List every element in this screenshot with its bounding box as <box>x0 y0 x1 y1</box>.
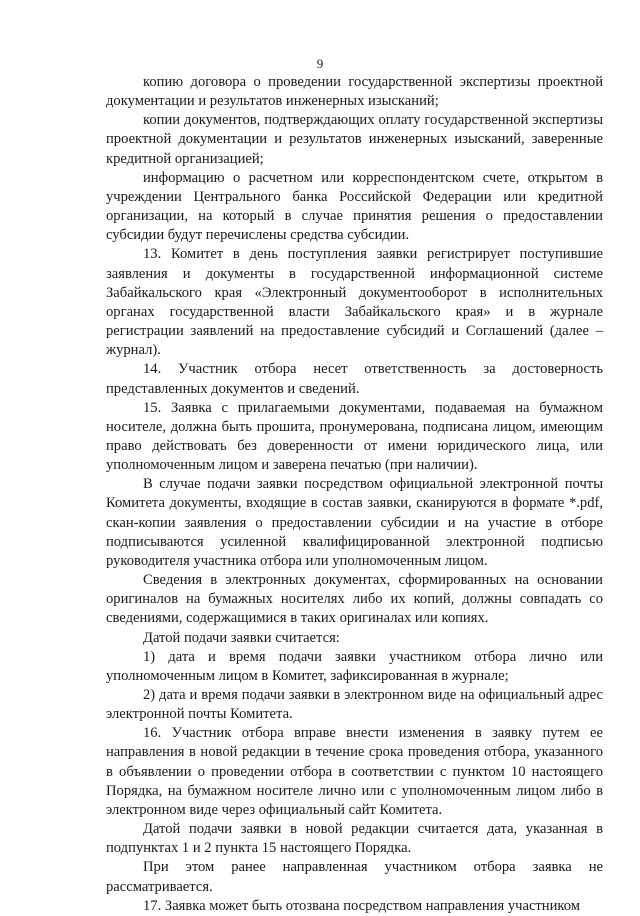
paragraph: Датой подачи заявки в новой редакции считается дата, указанная в подпунктах 1 и 2 пункта 15 настоящего Порядка. <box>106 821 603 857</box>
paragraph: 2) дата и время подачи заявки в электронном виде на официальный адрес электронной почты Комитета. <box>106 687 603 723</box>
paragraph: информацию о расчетном или корреспондентском счете, открытом в учреждении Центрального банка Российской Федерации или кредитной организации, на который в случае принятия решения о предоставлении субсидии будут перечислены средства субсидии. <box>106 169 603 244</box>
paragraph: 13. Комитет в день поступления заявки регистрирует поступившие заявления и документы в государственной информационной системе Забайкальского края «Электронный документооборот в исполнительных органах государственной власти Забайкальского края» и в журнале регистрации заявлений на предоставление субсидий и Соглашений (далее – журнал). <box>106 246 603 359</box>
paragraph: 16. Участник отбора вправе внести изменения в заявку путем ее направления в новой редакции в течение срока проведения отбора, указанного в объявлении о проведении отбора в соответствии с пунктом 10 настоящего Порядка, на бумажном носителе лично или с уполномоченным лицом либо в электронном виде через официальный сайт Комитета. <box>106 725 603 818</box>
paragraph: 17. Заявка может быть отозвана посредством направления участником <box>143 897 581 914</box>
page-number: 9 <box>316 56 324 71</box>
paragraph: копию договора о проведении государственной экспертизы проектной документации и результатов инженерных изысканий; <box>106 74 603 110</box>
paragraph: Датой подачи заявки считается: <box>143 629 340 646</box>
paragraph: 15. Заявка с прилагаемыми документами, подаваемая на бумажном носителе, должна быть прошита, пронумерована, подписана лицом, имеющим право действовать без доверенности от имени юридического лица, или уполномоченным лицом и заверена печатью (при наличии). <box>106 399 603 474</box>
body-text <box>106 73 603 916</box>
paragraph: В случае подачи заявки посредством официальной электронной почты Комитета документы, входящие в состав заявки, сканируются в формате *.pdf, скан-копии заявления о предоставлении субсидии и на участие в отборе подписываются усиленной квалифицированной электронной подписью руководителя участника отбора или уполномоченным лицом. <box>106 476 603 569</box>
paragraph: копии документов, подтверждающих оплату государственной экспертизы проектной документации и результатов инженерных изысканий, заверенные кредитной организацией; <box>106 112 603 167</box>
paragraph: Сведения в электронных документах, сформированных на основании оригиналов на бумажных носителях либо их копий, должны совпадать со сведениями, содержащимися в таких оригиналах или копиях. <box>106 572 603 627</box>
paragraph: 14. Участник отбора несет ответственность за достоверность представленных документов и сведений. <box>106 361 603 397</box>
paragraph: При этом ранее направленная участником отбора заявка не рассматривается. <box>106 859 603 895</box>
paragraph: 1) дата и время подачи заявки участником отбора лично или уполномоченным лицом в Комитет, зафиксированная в журнале; <box>106 648 603 684</box>
